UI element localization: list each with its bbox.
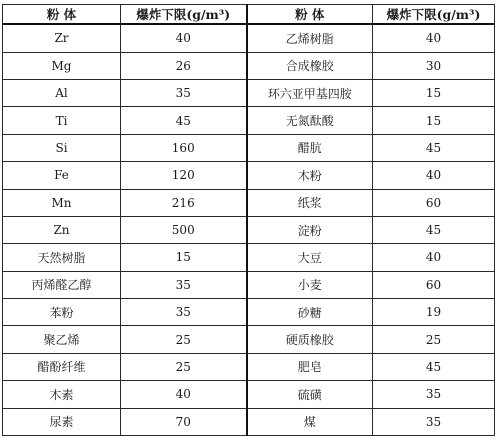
powder-name-cell: Si [3, 134, 121, 161]
explosion-limit-cell: 45 [373, 216, 495, 243]
powder-name-cell: 煤 [247, 408, 373, 435]
explosion-limit-cell: 25 [121, 326, 247, 353]
explosion-limit-cell: 40 [373, 24, 495, 52]
powder-name-cell: 硬质橡胶 [247, 326, 373, 353]
powder-name-cell: Fe [3, 162, 121, 189]
powder-name-cell: 肥皂 [247, 353, 373, 380]
explosion-limit-cell: 60 [373, 189, 495, 216]
table-row [3, 24, 495, 52]
explosion-limit-cell: 15 [373, 107, 495, 134]
table-row [3, 244, 495, 271]
table-row [3, 381, 495, 408]
explosion-limit-cell: 500 [121, 216, 247, 243]
explosion-limit-cell: 35 [121, 299, 247, 326]
powder-name-cell: 合成橡胶 [247, 52, 373, 79]
explosion-limit-cell: 35 [121, 271, 247, 298]
table-row [3, 162, 495, 189]
explosion-limit-cell: 35 [373, 381, 495, 408]
explosion-limit-cell: 120 [121, 162, 247, 189]
explosion-limit-cell: 70 [121, 408, 247, 435]
explosion-limit-table [2, 4, 495, 436]
explosion-limit-cell: 60 [373, 271, 495, 298]
explosion-limit-cell: 45 [121, 107, 247, 134]
explosion-limit-cell: 216 [121, 189, 247, 216]
powder-name-cell: 天然树脂 [3, 244, 121, 271]
table-row [3, 189, 495, 216]
powder-name-cell: Mg [3, 52, 121, 79]
explosion-limit-cell: 45 [373, 353, 495, 380]
table-row [3, 271, 495, 298]
explosion-limit-cell: 15 [121, 244, 247, 271]
explosion-limit-cell: 15 [373, 80, 495, 107]
powder-name-cell: 乙烯树脂 [247, 24, 373, 52]
explosion-limit-cell: 19 [373, 299, 495, 326]
powder-name-cell: 小麦 [247, 271, 373, 298]
table-row [3, 408, 495, 435]
powder-name-cell: Mn [3, 189, 121, 216]
header-limit-right: 爆炸下限(g/m³) [373, 5, 495, 25]
header-powder-right: 粉 体 [247, 5, 373, 25]
explosion-limit-cell: 25 [121, 353, 247, 380]
powder-name-cell: 木粉 [247, 162, 373, 189]
explosion-limit-cell: 35 [121, 80, 247, 107]
header-row [3, 5, 495, 25]
powder-name-cell: Ti [3, 107, 121, 134]
explosion-limit-cell: 160 [121, 134, 247, 161]
powder-name-cell: 硫磺 [247, 381, 373, 408]
powder-name-cell: 醋酚纤维 [3, 353, 121, 380]
powder-name-cell: 醋肮 [247, 134, 373, 161]
table-row [3, 107, 495, 134]
explosion-limit-cell: 40 [121, 381, 247, 408]
explosion-limit-cell: 26 [121, 52, 247, 79]
table-row [3, 80, 495, 107]
powder-name-cell: 淀粉 [247, 216, 373, 243]
powder-name-cell: Zr [3, 24, 121, 52]
header-limit-left: 爆炸下限(g/m³) [121, 5, 247, 25]
table-row [3, 299, 495, 326]
explosion-limit-cell: 40 [121, 24, 247, 52]
powder-name-cell: 大豆 [247, 244, 373, 271]
explosion-limit-cell: 30 [373, 52, 495, 79]
powder-name-cell: 环六亚甲基四胺 [247, 80, 373, 107]
explosion-limit-cell: 40 [373, 244, 495, 271]
table-row [3, 216, 495, 243]
header-powder-left: 粉 体 [3, 5, 121, 25]
powder-name-cell: Al [3, 80, 121, 107]
powder-name-cell: 聚乙烯 [3, 326, 121, 353]
explosion-limit-cell: 40 [373, 162, 495, 189]
explosion-limit-cell: 45 [373, 134, 495, 161]
powder-name-cell: 丙烯醛乙醇 [3, 271, 121, 298]
explosion-limit-cell: 25 [373, 326, 495, 353]
explosion-limit-cell: 35 [373, 408, 495, 435]
table-row [3, 134, 495, 161]
powder-name-cell: 苯粉 [3, 299, 121, 326]
table-container [2, 4, 494, 436]
table-row [3, 52, 495, 79]
powder-name-cell: 砂糖 [247, 299, 373, 326]
powder-name-cell: 纸浆 [247, 189, 373, 216]
table-row [3, 353, 495, 380]
table-row [3, 326, 495, 353]
powder-name-cell: 无氮酞酸 [247, 107, 373, 134]
powder-name-cell: Zn [3, 216, 121, 243]
powder-name-cell: 尿素 [3, 408, 121, 435]
powder-name-cell: 木素 [3, 381, 121, 408]
